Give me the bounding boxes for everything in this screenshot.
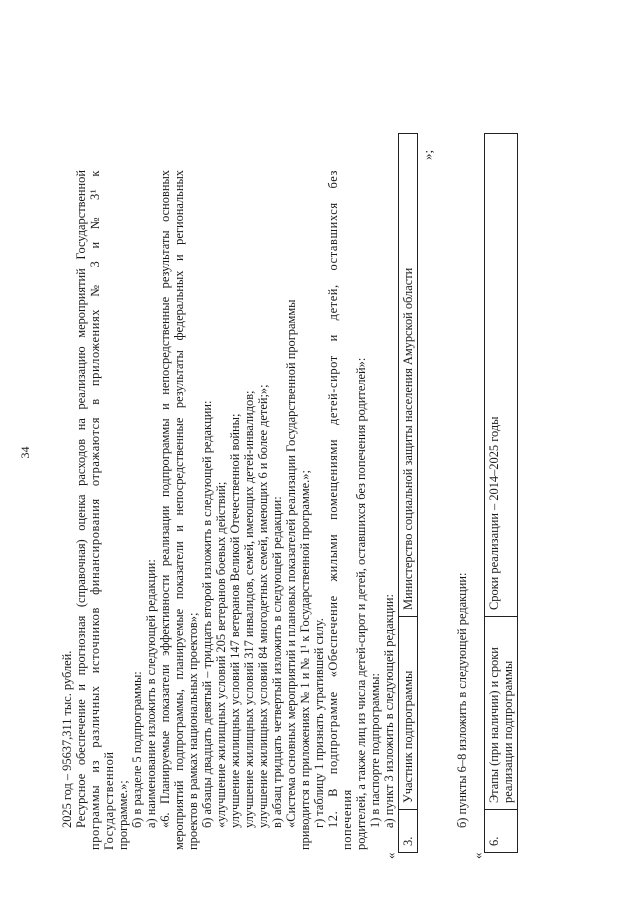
row-label: Участник подпрограммы xyxy=(399,617,418,810)
quote-close-mark: »; xyxy=(420,149,435,160)
paragraph-line: а) пункт 3 изложить в следующей редакции: xyxy=(382,594,396,828)
paragraph-line: программе.»; xyxy=(116,780,130,850)
stages-table xyxy=(484,133,518,853)
paragraph-line: родителей, а также лиц из числа детей-сирот и детей, оставшихся без попечения родителей»: xyxy=(354,357,368,850)
paragraph-line: «Система основных мероприятий и плановых показателей реализации Государственной программы xyxy=(284,299,298,828)
mid-paragraph xyxy=(455,170,469,850)
row-value: Сроки реализации – 2014–2025 годы xyxy=(485,134,518,617)
document-body xyxy=(60,170,396,850)
participant-table xyxy=(398,133,418,853)
paragraph-line: улучшение жилищных условий 317 инвалидов, семей, имеющих детей-инвалидов; xyxy=(242,390,256,828)
paragraph-line: приводится в приложениях № 1 и № 1¹ к Государственной программе.»; xyxy=(298,470,312,850)
paragraph-line: в) абзац тридцать четвертый изложить в следующей редакции: xyxy=(270,496,284,828)
table-row xyxy=(399,134,418,853)
paragraph-line: улучшение жилищных условий 84 многодетных семей, имеющих 6 и более детей;»; xyxy=(256,384,270,828)
paragraph-line: 1) в паспорте подпрограммы: xyxy=(368,673,382,828)
paragraph-line: 12. В подпрограмме «Обеспечение жилыми помещениями детей-сирот и детей, оставшихся без попечения xyxy=(326,170,354,850)
paragraph-line: «улучшение жилищных условий 205 ветеранов боевых действий; xyxy=(214,481,228,828)
paragraph-line: программы из различных источников финансирования отражаются в приложениях № 3 и № 3¹ к Государственной xyxy=(88,170,116,850)
paragraph-line: 2025 год – 95637,311 тыс. рублей. xyxy=(60,650,74,828)
paragraph-line: б) в разделе 5 подпрограммы: xyxy=(130,671,144,828)
mid-text: б) пункты 6–8 изложить в следующей редакции: xyxy=(455,572,469,828)
quote-open-mark: « xyxy=(383,852,398,859)
paragraph-line: а) наименование изложить в следующей редакции: xyxy=(144,559,158,828)
page-number: 34 xyxy=(18,446,32,459)
paragraph-line: б) абзацы двадцать девятый – тридцать второй изложить в следующей редакции: xyxy=(200,400,214,828)
table-row xyxy=(485,134,518,853)
row-value: Министерство социальной защиты населения Амурской области xyxy=(399,134,418,617)
paragraph-line: проектов в рамках национальных проектов»; xyxy=(186,612,200,850)
paragraph-line: улучшение жилищных условий 147 ветеранов Великой Отечественной войны; xyxy=(228,413,242,828)
paragraph-line: «6. Планируемые показатели эффективности реализации подпрограммы и непосредственные результаты основных xyxy=(158,170,172,828)
row-label: Этапы (при наличии) и сроки реализации подпрограммы xyxy=(485,617,518,810)
row-number: 6. xyxy=(485,810,518,853)
quote-open-mark-2: « xyxy=(470,852,485,859)
paragraph-line: Ресурсное обеспечение и прогнозная (справочная) оценка расходов на реализацию мероприятий Государственной xyxy=(74,170,88,828)
paragraph-line: мероприятий подпрограммы, планируемые показатели и непосредственные результаты федеральных и региональных xyxy=(172,170,186,850)
row-number: 3. xyxy=(399,810,418,853)
paragraph-line: г) таблицу 1 признать утратившей силу. xyxy=(312,618,326,828)
